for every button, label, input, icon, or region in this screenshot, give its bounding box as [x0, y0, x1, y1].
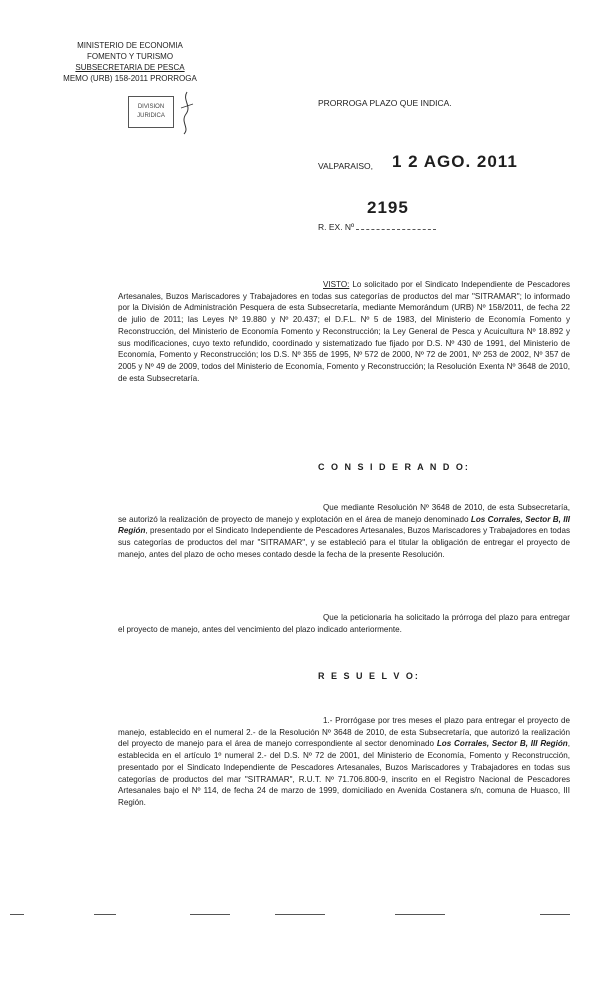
memo-reference: MEMO (URB) 158-2011 PRORROGA	[63, 74, 197, 83]
considerando-p1-text-b: , presentado por el Sindicato Independiente de Pescadores Artesanales, Buzos Mariscadores y Trabajadores en todas sus categorías de productos del mar "SITRAMAR", y se estableció para el titular la obligación de entregar el proyecto de manejo, antes del plazo de ocho meses contado desde la fecha de la presente Resolución.	[118, 526, 570, 559]
resolution-label	[318, 222, 436, 232]
visto-text: Lo solicitado por el Sindicato Independiente de Pescadores Artesanales, Buzos Mariscadores y Trabajadores en todas sus categorías de productos del mar "SITRAMAR"; lo informado por la División de Administración Pesquera de esta Subsecretaría, mediante Memorándum (URB) Nº 158/2011, de fecha 22 de julio de 2011; las Leyes Nº 19.880 y Nº 20.437; el D.F.L. Nº 5 de 1983, del Ministerio de Economía Fomento y Reconstrucción, del Ministerio de Economía Fomento y Reconstrucción; la Ley General de Pesca y Acuicultura Nº 18.892 y sus modificaciones, cuyo texto refundido, coordinado y sistematizado fue fijado por D.S. Nº 430 de 1991, del Ministerio de Economía, Fomento y Reconstrucción; los D.S. Nº 355 de 1995, Nº 572 de 2000, Nº 72 de 2001, Nº 253 de 2002, Nº 357 de 2005 y Nº 49 de 2009, todos del Ministerio de Economía, Fomento y Reconstrucción; la Resolución Exenta Nº 3648 de 2010, de esta Subsecretaría.	[118, 280, 571, 383]
issuer-header	[40, 40, 220, 84]
considerando-p2-text: Que la peticionaria ha solicitado la prórroga del plazo para entregar el proyecto de manejo, antes del vencimiento del plazo indicado anteriormente.	[118, 613, 570, 634]
subsecretaria-line: SUBSECRETARIA DE PESCA	[75, 63, 185, 72]
stamp-line-1: DIVISION	[137, 104, 165, 110]
considerando-p1-text-a: Que mediante Resolución Nº 3648 de 2010, de esta Subsecretaría, se autorizó la realización de proyecto de manejo y explotación en el área de manejo denominado	[118, 503, 570, 524]
ministry-line: MINISTERIO DE ECONOMIA	[77, 41, 183, 50]
division-stamp	[128, 96, 174, 128]
bottom-dash	[10, 914, 24, 915]
resuelvo-p1-text-b: , establecida en el artículo 1º numeral 2.- del D.S. Nº 72 de 2001, del Ministerio de Economía, Fomento y Reconstrucción, presentado por el Sindicato Independiente de Pescadores Artesanales, Buzos Mariscadores y Trabajadores en todas sus categorías de productos del mar "SITRAMAR", R.U.T. Nº 71.706.800-9, inscrito en el Registro Nacional de Pescadores Artesanales bajo el Nº 114, de fecha 24 de marzo de 1999, domiciliado en Avenida Costanera s/n, comuna de Huasco, III Región.	[118, 739, 570, 807]
resuelvo-area-name: Los Corrales, Sector B, III Región	[436, 739, 568, 749]
resuelvo-heading: R E S U E L V O:	[318, 671, 420, 681]
resuelvo-paragraph-1	[118, 715, 570, 809]
bottom-dash	[275, 914, 325, 915]
considerando-area-name: Los Corrales, Sector B, III Región	[118, 514, 570, 536]
bottom-dash	[190, 914, 230, 915]
considerando-paragraph-2	[118, 612, 570, 635]
issue-date: 1 2 AGO. 2011	[392, 152, 518, 171]
place-label: VALPARAISO,	[318, 161, 373, 171]
resolution-label-text: R. EX. Nº	[318, 222, 355, 232]
visto-paragraph	[118, 279, 570, 384]
resolution-number: 2195	[367, 198, 409, 217]
bottom-dash	[395, 914, 445, 915]
considerando-paragraph-1	[118, 502, 570, 561]
bottom-dash	[94, 914, 116, 915]
bottom-dash	[540, 914, 570, 915]
subject-line: PRORROGA PLAZO QUE INDICA.	[318, 98, 452, 108]
considerando-heading: C O N S I D E R A N D O:	[318, 462, 470, 472]
ministry-subline: FOMENTO Y TURISMO	[86, 52, 174, 61]
stamp-line-2: JURIDICA	[137, 113, 165, 119]
resuelvo-p1-text-a: 1.- Prorrógase por tres meses el plazo para entregar el proyecto de manejo, establecido en el numeral 2.- de la Resolución Nº 3648 de 2010, de esta Subsecretaría, que autorizó la realización del proyecto de manejo para el área de manejo correspondiente al sector denominado	[118, 716, 570, 749]
visto-lead: VISTO:	[323, 280, 350, 289]
resolution-number-blank	[356, 229, 436, 230]
initials-signature-icon	[178, 90, 196, 136]
